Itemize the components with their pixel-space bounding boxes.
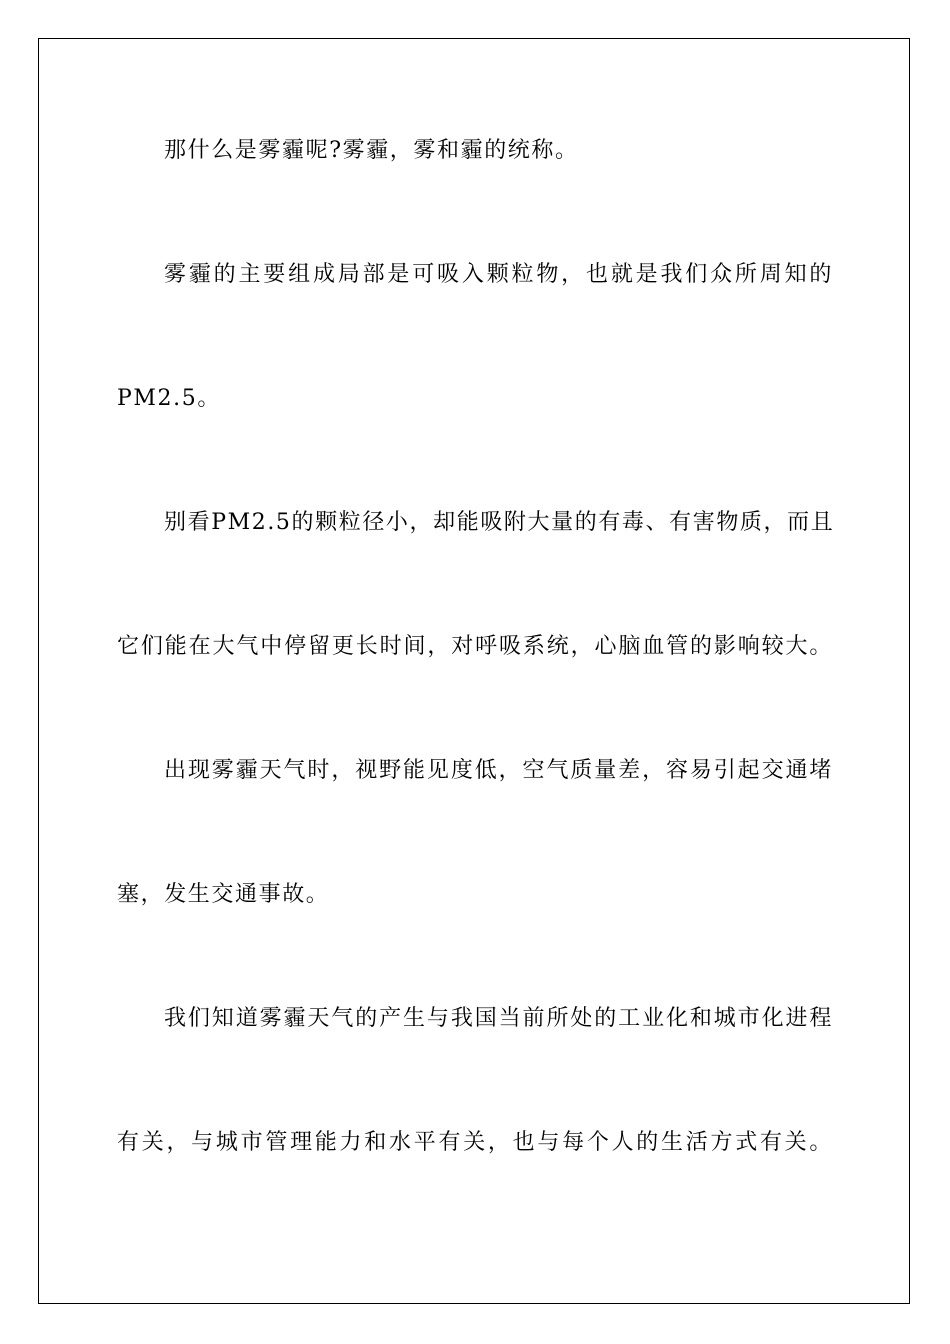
paragraph-3-line-2: 它们能在大气中停留更长时间，对呼吸系统，心脑血管的影响较大。 (117, 634, 833, 659)
paragraph-5-line-1: 我们知道雾霾天气的产生与我国当前所处的工业化和城市化进程 (164, 1006, 833, 1031)
paragraph-4-line-1: 出现雾霾天气时，视野能见度低，空气质量差，容易引起交通堵 (164, 758, 833, 783)
paragraph-2-line-1: 雾霾的主要组成局部是可吸入颗粒物，也就是我们众所周知的 (164, 262, 833, 287)
paragraph-5-line-2: 有关，与城市管理能力和水平有关，也与每个人的生活方式有关。 (117, 1130, 833, 1155)
paragraph-3-line-1: 别看PM2.5的颗粒径小，却能吸附大量的有毒、有害物质，而且 (164, 510, 835, 535)
paragraph-2-line-2: PM2.5。 (117, 386, 221, 411)
paragraph-4-line-2: 塞，发生交通事故。 (117, 882, 330, 907)
paragraph-1-line-1: 那什么是雾霾呢?雾霾，雾和霾的统称。 (164, 138, 579, 163)
page-frame (38, 38, 910, 1304)
